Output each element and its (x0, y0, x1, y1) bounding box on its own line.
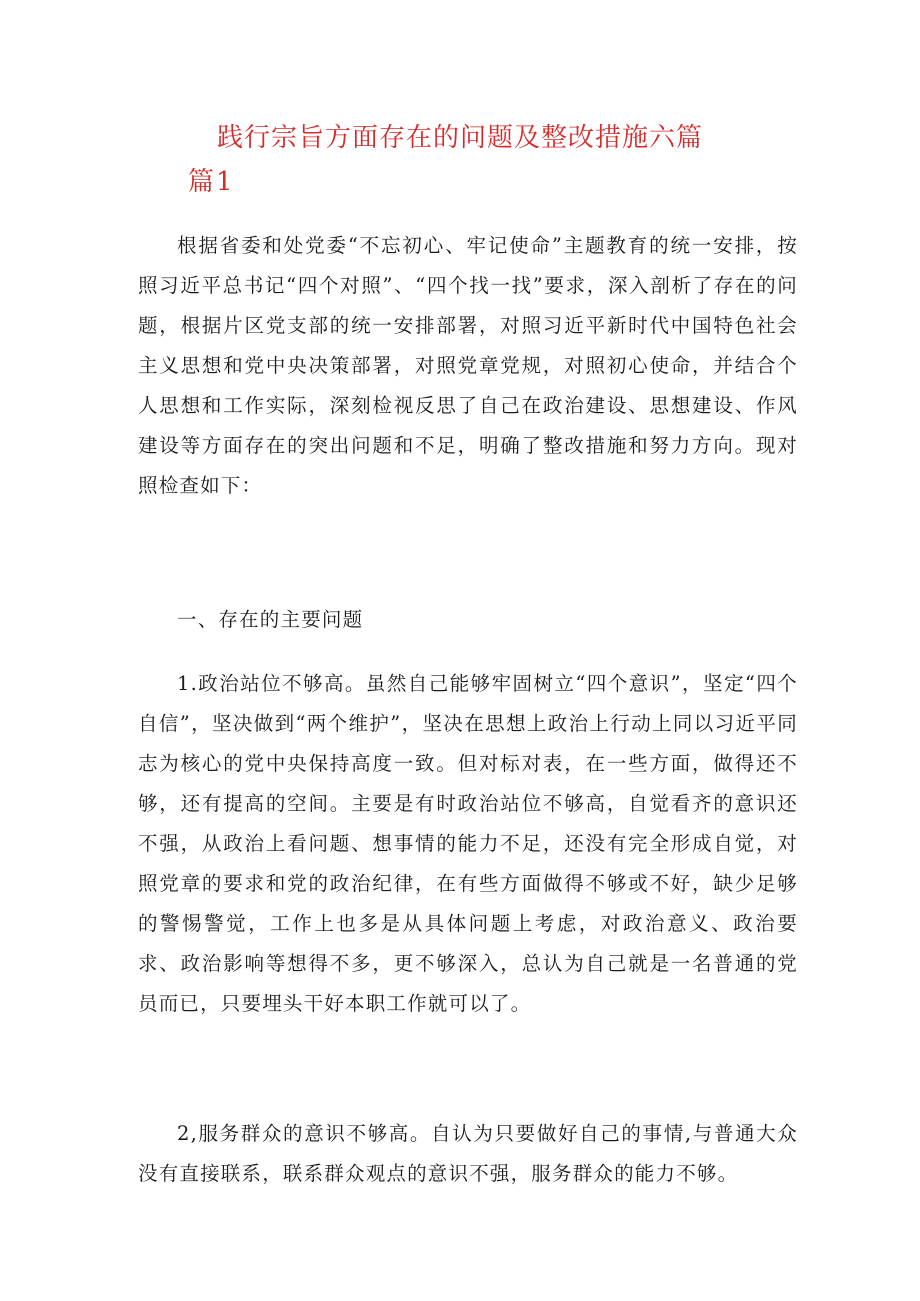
problem-paragraph-2: 2,服务群众的意识不够高。自认为只要做好自己的事情,与普通大众没有直接联系，联系群众观点的意识不强，服务群众的能力不够。 (138, 1122, 798, 1185)
intro-paragraph: 根据省委和处党委“不忘初心、牢记使命”主题教育的统一安排，按照习近平总书记“四个对照”、“四个找一找”要求，深入剖析了存在的问题，根据片区党支部的统一安排部署，对照习近平新时代中国特色社会主义思想和党中央决策部署，对照党章党规，对照初心使命，并结合个人思想和工作实际，深刻检视反思了自己在政治建设、思想建设、作风建设等方面存在的突出问题和不足，明确了整改措施和努力方向。现对照检查如下： (138, 234, 798, 497)
section-heading: 篇1 (188, 167, 235, 197)
document-title: 践行宗旨方面存在的问题及整改措施六篇 (216, 123, 703, 153)
subsection-heading: 一、存在的主要问题 (177, 608, 364, 631)
problem-paragraph-1: 1.政治站位不够高。虽然自己能够牢固树立“四个意识”，坚定“四个自信”，坚决做到“两个维护”，坚决在思想上政治上行动上同以习近平同志为核心的党中央保持高度一致。但对标对表，在一些方面，做得还不够，还有提高的空间。主要是有时政治站位不够高，自觉看齐的意识还不强，从政治上看问题、想事情的能力不足，还没有完全形成自觉，对照党章的要求和党的政治纪律，在有些方面做得不够或不好，缺少足够的警惕警觉，工作上也多是从具体问题上考虑，对政治意义、政治要求、政治影响等想得不多，更不够深入，总认为自己就是一名普通的党员而已，只要埋头干好本职工作就可以了。 (138, 672, 798, 1015)
